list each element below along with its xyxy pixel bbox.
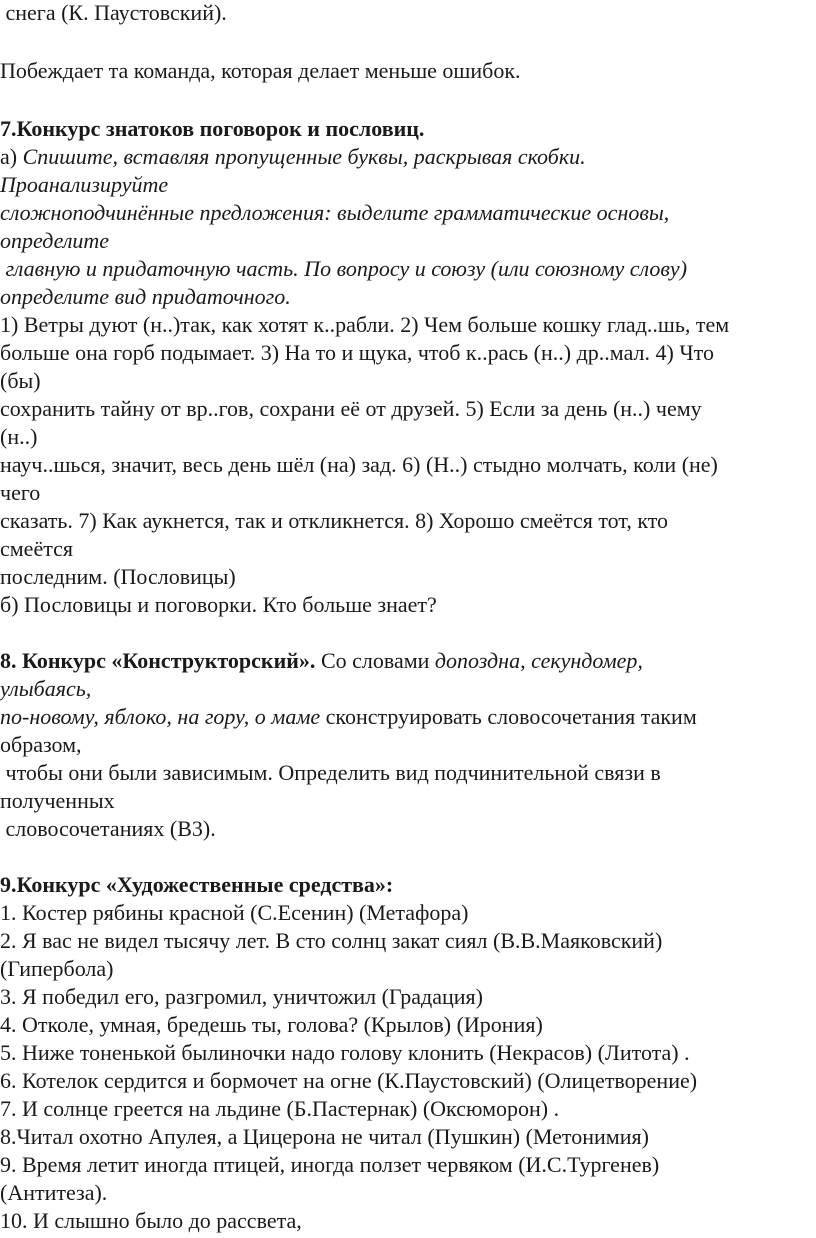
instruction-line: [0, 255, 687, 283]
italic-run: допоздна, секундомер,: [434, 648, 643, 673]
list-item: (Антитеза).: [0, 1180, 108, 1205]
list-item: 3. Я победил его, разгромил, уничтожил (Градация): [0, 984, 483, 1009]
list-item: 4. Отколе, умная, бредешь ты, голова? (Крылов) (Ирония): [0, 1012, 543, 1037]
instruction-text: определите вид придаточного.: [0, 284, 291, 309]
text-line: чтобы они были зависимым. Определить вид подчинительной связи в: [0, 760, 661, 785]
text-line: [0, 675, 91, 703]
list-item: 8.Читал охотно Апулея, а Цицерона не читал (Пушкин) (Метонимия): [0, 1124, 649, 1149]
section-heading-9: [0, 871, 393, 899]
instruction-line: [0, 283, 291, 311]
section-heading-8: [0, 647, 643, 675]
text-line: образом,: [0, 732, 82, 757]
text-line: науч..шься, значит, весь день шёл (на) зад. 6) (Н..) стыдно молчать, коли (не): [0, 452, 718, 477]
text-line: смеётся: [0, 536, 73, 561]
text-line: чего: [0, 480, 41, 505]
list-item: (Гипербола): [0, 956, 114, 981]
instruction-line: [0, 171, 168, 199]
list-item: 9. Время летит иногда птицей, иногда ползет червяком (И.С.Тургенев): [0, 1152, 660, 1177]
italic-run: по-новому, яблоко, на гору, о маме: [0, 704, 321, 729]
text-line: сохранить тайну от вр..гов, сохрани её от друзей. 5) Если за день (н..) чему: [0, 396, 702, 421]
list-item: 7. И солнце греется на льдине (Б.Пастернак) (Оксюморон) .: [0, 1096, 560, 1121]
instruction-line: [0, 227, 109, 255]
text-line: (н..): [0, 424, 38, 449]
text-line: словосочетаниях (В3).: [0, 816, 216, 841]
instruction-text: Проанализируйте: [0, 172, 169, 197]
instruction-text: сложноподчинённые предложения: выделите грамматические основы,: [0, 200, 670, 225]
list-item: 5. Ниже тоненькой былиночки надо голову клонить (Некрасов) (Литота) .: [0, 1040, 690, 1065]
text-line: б) Пословицы и поговорки. Кто больше знает?: [0, 592, 437, 617]
text-line: больше она горб подымает. 3) На то и щука, чтоб к..рась (н..) др..мал. 4) Что: [0, 340, 714, 365]
list-item: 10. И слышно было до рассвета,: [0, 1208, 302, 1233]
task-7a-instruction: [0, 143, 586, 171]
text-line: 1) Ветры дуют (н..)так, как хотят к..рабли. 2) Чем больше кошку глад..шь, тем: [0, 312, 730, 337]
text-line: полученных: [0, 788, 115, 813]
text-line: сказать. 7) Как аукнется, так и откликнется. 8) Хорошо смеётся тот, кто: [0, 508, 669, 533]
text-line: (бы): [0, 368, 41, 393]
text-line: последним. (Пословицы): [0, 564, 236, 589]
text-line: [0, 703, 697, 731]
text-run: сконструировать словосочетания таким: [320, 704, 697, 729]
text-line: Побеждает та команда, которая делает меньше ошибок.: [0, 58, 521, 83]
instruction-text: Спишите, вставляя пропущенные буквы, раскрывая скобки.: [22, 144, 586, 169]
instruction-text: определите: [0, 228, 110, 253]
list-item: 6. Котелок сердится и бормочет на огне (К.Паустовский) (Олицетворение): [0, 1068, 698, 1093]
instruction-text: главную и придаточную часть. По вопросу и союзу (или союзному слову): [0, 256, 688, 281]
item-marker: а): [0, 144, 23, 169]
section-heading-7: [0, 115, 424, 143]
instruction-line: [0, 199, 669, 227]
list-item: 1. Костер рябины красной (С.Есенин) (Метафора): [0, 900, 469, 925]
text-run: Со словами: [315, 648, 435, 673]
heading-text: 8. Конкурс «Конструкторский».: [0, 648, 316, 673]
heading-text: 7.Конкурс знатоков поговорок и пословиц.: [0, 116, 425, 141]
italic-run: улыбаясь,: [0, 676, 92, 701]
text-line: снега (К. Паустовский).: [0, 0, 227, 25]
list-item: 2. Я вас не видел тысячу лет. В сто солнц закат сиял (В.В.Маяковский): [0, 928, 663, 953]
heading-text: 9.Конкурс «Художественные средства»:: [0, 872, 394, 897]
